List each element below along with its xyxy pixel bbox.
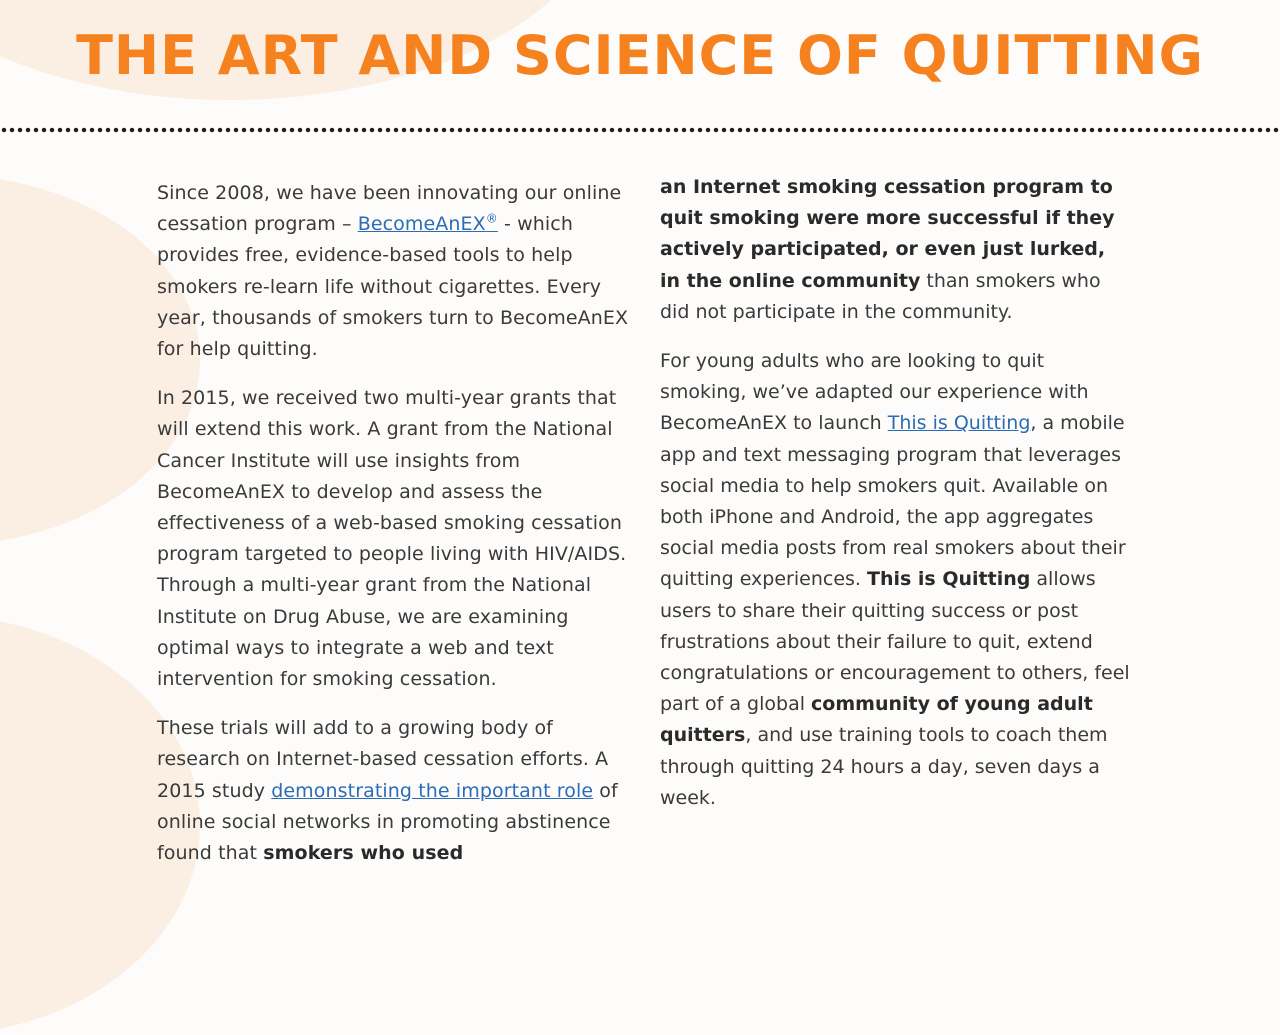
paragraph-this-is-quitting: For young adults who are looking to quit smoking, we’ve adapted our experience with BecomeAnEX to launch This is Quitting, a mobile app and text messaging program that leverages social media to help smokers quit. Available on both iPhone and Android, the app aggregates social media posts from real smokers about their quitting experiences. This is Quitting allows users to share their quitting success or post frustrations about their failure to quit, extend congratulations or encouragement to others, feel part of a global community of young adult quitters, and use training tools to coach them through quitting 24 hours a day, seven days a week. [660,350,1130,809]
paragraph-intro: Since 2008, we have been innovating our online cessation program – BecomeAnEX® - which provides free, evidence-based tools to help smokers re-learn life without cigarettes. Every year, thousands of smokers turn to BecomeAnEX for help quitting. [157,182,629,361]
page-title: THE ART AND SCIENCE OF QUITTING [76,24,1204,87]
this-is-quitting-link[interactable]: This is Quitting [887,412,1031,435]
study-link[interactable]: demonstrating the important role [271,779,594,802]
left-column [157,178,632,887]
dotted-divider [0,127,1280,133]
paragraph-trials: These trials will add to a growing body of research on Internet-based cessation efforts. A 2015 study demonstrating the important role of online social networks in promoting abstinence found that smokers who used [157,717,618,865]
becomeanex-link[interactable]: BecomeAnEX® [357,211,498,236]
right-column [660,172,1130,832]
paragraph-study-result: an Internet smoking cessation program to quit smoking were more successful if they actively participated, or even just lurked, in the online community than smokers who did not participate in the community. [660,176,1115,323]
paragraph-grants: In 2015, we received two multi-year grants that will extend this work. A grant from the National Cancer Institute will use insights from BecomeAnEX to develop and assess the effectiveness of a web-based smoking cessation program targeted to people living with HIV/AIDS. Through a multi-year grant from the National Institute on Drug Abuse, we are examining optimal ways to integrate a web and text intervention for smoking cessation. [157,387,627,691]
